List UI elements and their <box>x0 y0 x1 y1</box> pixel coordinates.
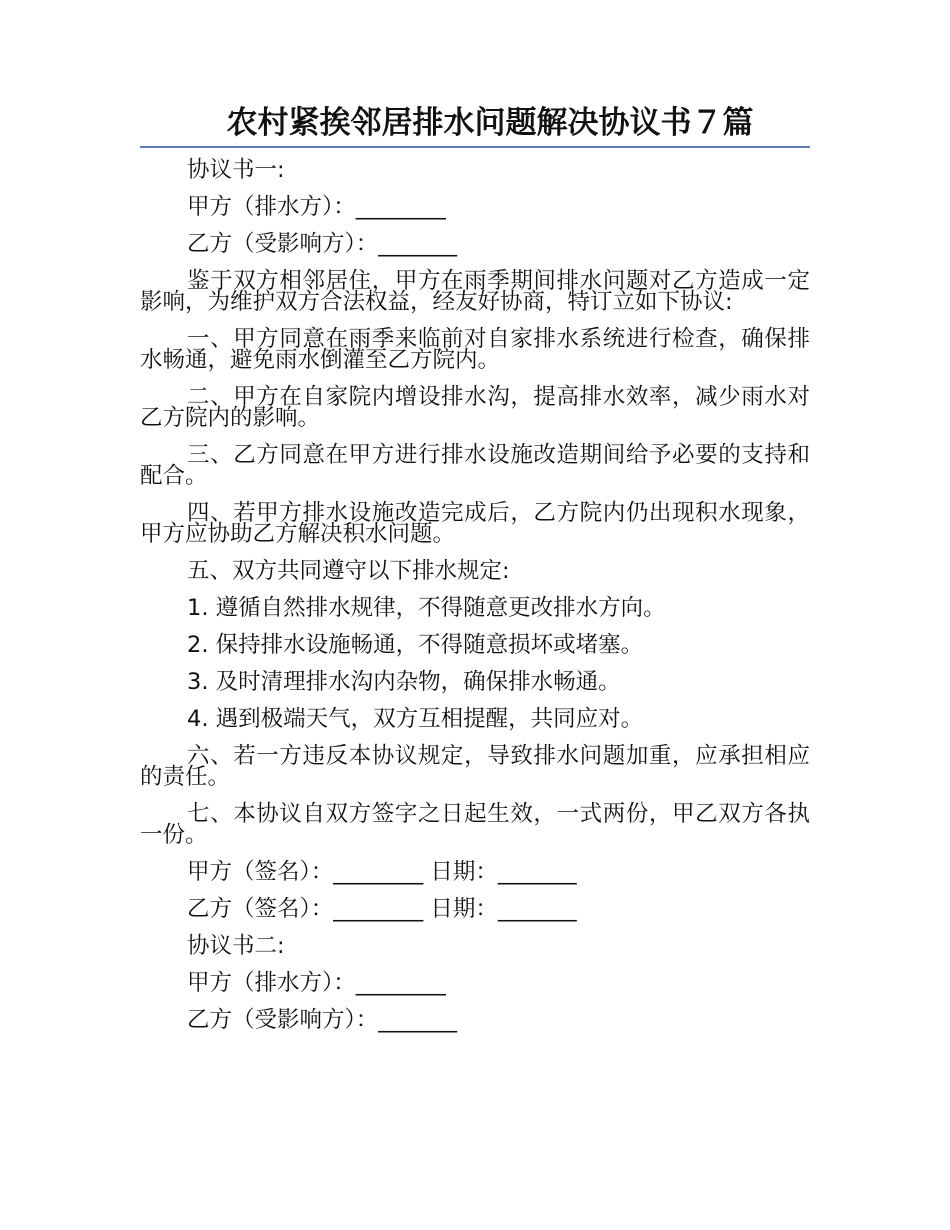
rule-2: 2. 保持排水设施畅通，不得随意损坏或堵塞。 <box>187 632 644 658</box>
signature-party-b: 乙方（签名）：________ 日期：_______ <box>187 896 577 922</box>
document-body <box>140 157 810 1033</box>
clause-4: 四、若甲方排水设施改造完成后，乙方院内仍出现积水现象，甲方应协助乙方解决积水问题。 <box>140 500 810 547</box>
clause-5: 五、双方共同遵守以下排水规定: <box>187 558 510 584</box>
party-b-line: 乙方（受影响方）：_______ <box>187 231 458 257</box>
clause-2: 二、甲方在自家院内增设排水沟，提高排水效率，减少雨水对乙方院内的影响。 <box>140 384 810 431</box>
rule-4: 4. 遇到极端天气，双方互相提醒，共同应对。 <box>187 706 644 732</box>
clause-1: 一、甲方同意在雨季来临前对自家排水系统进行检查，确保排水畅通，避免雨水倒灌至乙方院内。 <box>140 326 810 373</box>
clause-7: 七、本协议自双方签字之日起生效，一式两份，甲乙双方各执一份。 <box>140 801 810 848</box>
rule-1: 1. 遵循自然排水规律，不得随意更改排水方向。 <box>187 595 666 621</box>
rule-3: 3. 及时清理排水沟内杂物，确保排水畅通。 <box>187 669 621 695</box>
clause-3: 三、乙方同意在甲方进行排水设施改造期间给予必要的支持和配合。 <box>140 442 810 489</box>
title-underline <box>140 146 810 148</box>
party-b-line-2: 乙方（受影响方）：_______ <box>187 1007 458 1033</box>
section-heading-2: 协议书二: <box>187 933 285 959</box>
party-a-line-2: 甲方（排水方）：________ <box>187 970 446 996</box>
signature-party-a: 甲方（签名）：________ 日期：_______ <box>187 859 577 885</box>
document-page <box>140 100 810 1047</box>
section-heading: 协议书一: <box>187 157 285 183</box>
document-title: 农村紧挨邻居排水问题解决协议书７篇 <box>226 105 754 141</box>
preamble-paragraph: 鉴于双方相邻居住，甲方在雨季期间排水问题对乙方造成一定影响，为维护双方合法权益，经友好协商，特订立如下协议: <box>140 268 810 315</box>
party-a-line: 甲方（排水方）：________ <box>187 194 446 220</box>
clause-6: 六、若一方违反本协议规定，导致排水问题加重，应承担相应的责任。 <box>140 743 810 790</box>
